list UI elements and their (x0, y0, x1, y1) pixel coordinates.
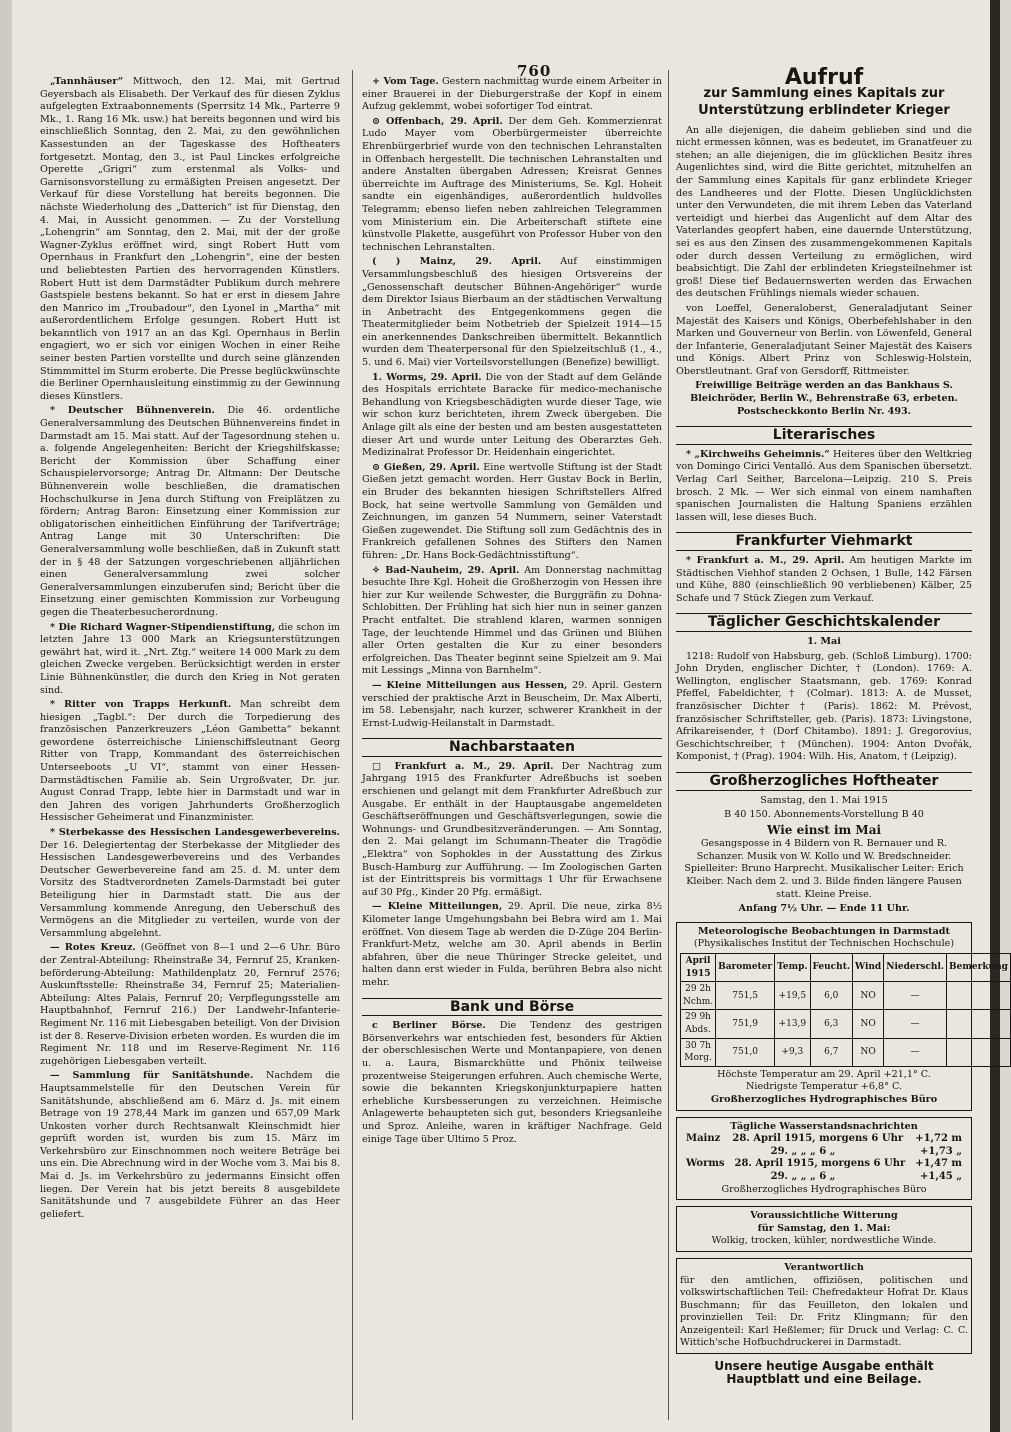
article: □ Frankfurt a. M., 29. April. Der Nachtrag zum Jahrgang 1915 des Frankfurter Adreßbuchs ist soeben erschienen und gelangt mit dem Frankfurter Adreßbuch zur Ausgabe. Er enthält in der Hauptausgabe angemeldeten Geschäftseröffnungen und Geschäftsverlegungen, sowie die Wohnungs- und Grundbesitzveränderungen. — Am Sonntag, den 2. Mai gelangt im Schumann-Theater die Tragödie „Elektra“ von Sophokles in der Ausstattung des Zirkus Busch-Hamburg zur Aufführung. — Im Zoologischen Garten ist der Eintrittspreis bis vormittags 1 Uhr für Erwachsene auf 30 Pfg., Kinder 20 Pfg. ermäßigt. (362, 760, 662, 898)
section-heading-bank: Bank und Börse (362, 998, 662, 1017)
article: * Deutscher Bühnenverein. Die 46. ordentliche Generalversammlung des Deutschen Bühnenvereins findet in Darmstadt am 15. Mai statt. Auf der Tagesordnung stehen u. a. folgende Angelegenheiten: Bericht der Kriegshilfskasse; Bericht der Kommission über Schaffung einer Schauspielervorsorge; Antrag Dr. Altmann: Der Deutsche Bühnenverein wolle beschließen, die dramatischen Hochschulkurse in Jena durch Stiftung von Freiplätzen zu fördern; Antrag Baron: Einsetzung einer Kommission zur obligatorischen einheitlichen Einführung der Tarifverträge; Antrag Lange mit 30 Unterschriften: Die Generalversammlung wolle beschließen, daß in Zukunft statt der in § 48 der Satzungen vorgeschriebenen alljährlichen einen Generalversammlung zwei solcher Generalversammlungen einzuberufen sind; Bericht über die Einsetzung einer gemischten Kommission zur Vorbeugung gegen die Theaterbesucherordnung. (40, 405, 340, 618)
table-header: April 1915 Barometer Temp. Feucht. Wind Niederschl. Bemerkung (681, 954, 1011, 982)
water-row: Mainz 28. April 1915, morgens 6 Uhr +1,72 m (686, 1133, 962, 1145)
page-edge-right (990, 0, 1000, 1432)
water-row: 29. „ „ „ 6 „ +1,45 „ (770, 1170, 962, 1182)
article: ( ) Mainz, 29. April. Auf einstimmigen Versammlungsbeschluß des hiesigen Ortsvereins der „Genossenschaft deutscher Bühnen-Angehöriger“ wurde dem Direktor Isiaus Bierbaum an der städtischen Verwaltung in Anbetracht des Entgegenkommens gegen die Theatermitglieder beim Notbetrieb der Spielzeit 1914—15 ein anerkennendes Dankschreiben übermittelt. Bekanntlich wurden dem Theaterpersonal für den Spielzeitschluß (1., 4., 5. und 6. Mai) vier Vorteilsvorstellungen (Benefize) bewilligt. (362, 256, 662, 369)
table-row: 29 2h Nchm. 751,5 +19,5 6,0 NO — (681, 982, 1011, 1010)
article: * „Kirchweihs Geheimnis.“ Heiteres über den Weltkrieg von Domingo Cirici Ventalló. Aus dem Spanischen übersetzt. Verlag Carl Seither, Barcelona—Leipzig. 210 S. Preis brosch. 2 Mk. — Wer sich einmal von einem namhaften spanischen Journalisten die Haltung Spaniens erzählen lassen will, lese dieses Buch. (676, 448, 972, 523)
water-row: 29. „ „ „ 6 „ +1,73 „ (770, 1145, 962, 1157)
article: — Rotes Kreuz. (Geöffnet von 8—1 und 2—6 Uhr. Büro der Zentral-Abteilung: Rheinstraße 34, Fernruf 25, Kranken-beförderung-Abteilung: Mathildenplatz 20, Fernruf 2576; Auskunftsstelle: Rheinstraße 34, Fernruf 25; Materialien-Abteilung: Altes Palais, Fernruf 20; Verpflegungsstelle am Hauptbahnhof, Fernruf 216.) Der Landwehr-Infanterie-Regiment Nr. 116 mit Liebesgaben beteiligt. Von der Division ist der 8. Reserve-Division erbeten worden. Es wurden die im Regiment Nr. 118 und im Reserve-Regiment Nr. 116 zugehörigen Liebesgaben verteilt. (40, 942, 340, 1067)
page-number: 760 (517, 62, 552, 80)
aufruf-bank: Freiwillige Beiträge werden an das Bankhaus S. Bleichröder, Berlin W., Behrenstraße 63, erbeten. Postscheckkonto Berlin Nr. 493. (690, 380, 958, 417)
column-1 (40, 76, 340, 1416)
aufruf-signers: von Loeffel, Generaloberst, Generaladjutant Seiner Majestät des Kaisers und Königs, Oberbefehlshaber in den Marken und Gouverneur von Berlin. von Löwenfeld, General der Infanterie, Generaladjutant Seiner Majestät des Kaisers und Königs. Albert Prinz von Schleswig-Holstein, Oberstleutnant. Graf von Gersdorff, Rittmeister. (676, 302, 972, 377)
theater-text: Gesangsposse in 4 Bildern von R. Bernauer und R. Schanzer. Musik von W. Kollo und W. Bredschneider. Spielleiter: Bruno Harprecht. Musikalischer Leiter: Erich Kleiber. Nach dem 2. und 3. Bilde finden längere Pausen statt. Kleine Preise. (684, 838, 964, 900)
forecast-box (676, 1206, 972, 1252)
column-rule-1 (352, 70, 353, 1420)
article: 1. Worms, 29. April. Die von der Stadt auf dem Gelände des Hospitals errichtete Baracke für medico-mechanische Behandlung von Kriegsbeschädigten wurde dieser Tage, wie wir schon kurz berichteten, ihrem Zweck übergeben. Die Anlage gilt als eine der besten und am besten ausgestatteten dieser Art und wurde unter Leitung des Oberarztes Geh. Medizinalrat Professor Dr. Heidenhain eingerichtet. (362, 371, 662, 459)
article: + Vom Tage. Gestern nachmittag wurde einem Arbeiter in einer Brauerei in der Dieburgerstraße der Kopf in einem Aufzug geklemmt, wobei sofortiger Tod eintrat. (362, 76, 662, 113)
section-heading-meteo: Meteorologische Beobachtungen in Darmstadt (698, 925, 950, 937)
aufruf-text: An alle diejenigen, die daheim geblieben sind und die nicht ermessen können, was es bedeutet, im Granatfeuer zu stehen; an alle diejenigen, die im glücklichen Besitz ihres Augenlichtes sind, wird die Bitte gerichtet, mitzuhelfen an der Sammlung eines Kapitals für ganz erblindete Krieger des Landheeres und der Flotte. Diesen Unglücklichsten unter den Verwundeten, die mit ihrem Leben das Vaterland verteidigt und hierbei das Augenlicht auf dem Altar des Vaterlandes geopfert haben, eine dauernde Unterstützung, sei es aus den Zinsen des zusammengekommenen Kapitals oder durch dessen Verteilung zu ermöglichen, wird beabsichtigt. Die Zahl der erblindeten Kriegsteilnehmer ist groß! Diese tief Bedauernswerten werden das Erwachen des deutschen Frühlings niemals wieder schauen. (676, 124, 972, 300)
article: — Sammlung für Sanitätshunde. Nachdem die Hauptsammelstelle für den Deutschen Verein für Sanitätshunde, abschließend am 6. März d. Js. mit einem Betrage von 19 278,44 Mark im ganzen und 657,09 Mark Unkosten vorher durch Rechtsanwalt Kleinschmidt hier geprüft worden ist, wurden bis zum 15. März im Verkehrsbüro zur Einschnommen noch weitere Beträge bei uns ein. Die Abrechnung wird in der Woche vom 3. Mai bis 8. Mai d. Js. im Verkehrsbüro zu jedermanns Einsicht offen liegen. Der Verein hat bis jetzt bereits 8 ausgebildete Sanitätshunde und 7 ausgebildete Führer an das Heer geliefert. (40, 1070, 340, 1220)
article: * Sterbekasse des Hessischen Landesgewerbevereins. Der 16. Delegiertentag der Sterbekasse der Mitglieder des Hessischen Landesgewerbevereins und des Verbandes Deutscher Gewerbevereine fand am 25. d. M. unter dem Vorsitz des Stadtverordneten Zamels-Darmstadt bei guter Beteiligung hier in Darmstadt statt. Die aus der Versammlung kommende Anregung, den Ueberschuß des Vermögens an die Mitglieder zu verteilen, wurde von der Versammlung abgelehnt. (40, 827, 340, 939)
kalender-date: 1. Mai (807, 635, 841, 647)
article: * Die Richard Wagner-Stipendienstiftung, die schon im letzten Jahre 13 000 Mark an Kriegsunterstützungen gewährt hat, wird it. „Nrt. Ztg.“ weitere 14 000 Mark zu dem gleichen Zwecke vergeben. Berücksichtigt werden in erster Linie Bühnenkünstler, die durch den Krieg in Not geraten sind. (40, 621, 340, 696)
table-row: 29 9h Abds. 751,9 +13,9 6,3 NO — (681, 1010, 1011, 1038)
water-row: Worms 28. April 1915, morgens 6 Uhr +1,47 m (686, 1158, 962, 1170)
forecast-subtitle: für Samstag, den 1. Mai: (757, 1222, 891, 1234)
column-3 (676, 65, 1008, 1416)
theater-abo: B 40 150. Abonnements-Vorstellung B 40 (724, 809, 924, 821)
imprint-box (676, 1258, 972, 1354)
column-rule-2 (668, 70, 669, 1420)
article: ⊙ Gießen, 29. April. Eine wertvolle Stiftung ist der Stadt Gießen jetzt gemacht worden. Herr Gustav Bock in Berlin, ein Bruder des bekannten hiesigen Schriftstellers Alfred Bock, hat seine wertvolle Sammlung von Gemälden und Zeichnungen, im ganzen 54 Nummern, seiner Vaterstadt Gießen zugewendet. Die Stiftung soll zum Gedächtnis des in Frankreich gefallenen Sohnes des Stifters den Namen führen: „Dr. Hans Bock-Gedächtnisstiftung“. (362, 461, 662, 561)
article: * Frankfurt a. M., 29. April. Am heutigen Markte im Städtischen Viehhof standen 2 Ochsen, 1 Bulle, 142 Färsen und Kühe, 880 (einschließlich 90 verbliebenen) Kälber, 25 Schafe und 7 Stück Ziegen zum Verkauf. (676, 555, 972, 604)
aufruf-subtitle: zur Sammlung eines Kapitals zur Unterstützung erblindeter Krieger (698, 85, 950, 118)
meteo-source: Großherzogliches Hydrographisches Büro (710, 1093, 938, 1105)
section-heading-viehmarkt: Frankfurter Viehmarkt (676, 532, 972, 551)
article: „Tannhäuser“ Mittwoch, den 12. Mai, mit Gertrud Geyersbach als Elisabeth. Der Verkauf des für diesen Zyklus aufgelegten Extraabonnements (Sperrsitz 14 Mk., Parterre 9 Mk., 1. Rang 16 Mk. usw.) hat bereits begonnen und wird bis einschließlich Sonntag, den 2. Mai, zu den gewöhnlichen Kassestunden an der Tageskasse des Hoftheaters fortgesetzt. Montag, den 3., ist Paul Linckes erfolgreiche Operette „Grigri“ zum erstenmal als Volks- und Garnisonsvorstellung zu ermäßigten Preisen angesetzt. Der Verkauf für diese Vorstellung hat bereits begonnen. Die nächste Wiederholung des „Datterich“ ist für Dienstag, den 4. Mai, in Aussicht genommen. — Zu der Vorstellung „Lohengrin“ am Sonntag, den 2. Mai, mit der der große Wagner-Zyklus eröffnet wird, singt Robert Hutt vom Opernhaus in Frankfurt den „Lohengrin“, eine der besten und beliebtesten Partien des hervorragenden Künstlers. Robert Hutt ist dem Darmstädter Publikum durch mehrere Gastspiele bestens bekannt. So hat er erst in diesem Jahre den Manrico im „Troubadour“, den Lyonel in „Martha“ mit außerordentlichem Erfolge gesungen. Robert Hutt ist bekanntlich von 1917 an an das Kgl. Opernhaus in Berlin engagiert, wo er sich vor einigen Wochen in einer Reihe seiner besten Partien vorstellte und durch seine glänzenden Stimmmittel im Sturm eroberte. Die Presse beglückwünschte die Berliner Opernhausleitung einstimmig zu der Gewinnung dieses Künstlers. (40, 76, 340, 402)
forecast-title: Voraussichtliche Witterung (750, 1210, 898, 1222)
footer-note: Unsere heutige Ausgabe enthält Hauptblatt und eine Beilage. (714, 1359, 934, 1386)
forecast-text: Wolkig, trocken, kühler, nordwestliche Winde. (711, 1235, 937, 1247)
article: — Kleine Mitteilungen, 29. April. Die neue, zirka 8½ Kilometer lange Umgehungsbahn bei Bebra wird am 1. Mai eröffnet. Von diesem Tage ab werden die D-Züge 204 Berlin-Frankfurt-Metz, welche am 30. April abends in Berlin abfahren, über die neue Thüringer Strecke geleitet, und halten dann erst wieder in Fulda, berühren Bebra also nicht mehr. (362, 901, 662, 988)
section-heading-nachbarstaaten: Nachbarstaaten (362, 738, 662, 757)
meteo-table (680, 953, 1011, 1067)
weather-box (676, 922, 1008, 1111)
article: ✧ Bad-Nauheim, 29. April. Am Donnerstag nachmittag besuchte Ihre Kgl. Hoheit die Großherzogin von Hessen ihre hier zur Kur weilende Schwester, die Burggräfin zu Dohna-Schlobitten. Der Frühling hat sich hier nun in seiner ganzen Pracht entfaltet. Die strahlend klaren, warmen sonnigen Tage, der leuchtende Himmel und das Grünen und Blühen aller Orten gestalten die Kur zu einer besonders erfolgreichen. Das Theater beginnt seine Spielzeit am 9. Mai mit Lessings „Minna von Barnhelm“. (362, 564, 662, 677)
theater-date: Samstag, den 1. Mai 1915 (760, 794, 888, 806)
water-box (676, 1117, 972, 1201)
table-row: 30 7h Morg. 751,0 +9,3 6,7 NO — (681, 1038, 1011, 1066)
aufruf-title: Aufruf (784, 65, 864, 90)
section-heading-kalender: Täglicher Geschichtskalender (676, 613, 972, 632)
imprint-text: für den amtlichen, offiziösen, politischen und volkswirtschaftlichen Teil: Chefredakteur Hofrat Dr. Klaus Buschmann; für das Feuilleton, den lokalen und provinziellen Teil: Dr. Fritz Klingmann; für den Anzeigenteil: Karl Heßlemer; für Druck und Verlag: C. C. Wittich'sche Hofbuchdruckerei in Darmstadt. (680, 1274, 968, 1349)
article: — Kleine Mitteilungen aus Hessen, 29. April. Gestern verschied der praktische Arzt in Beuscheim, Dr. Max Alberti, im 58. Lebensjahr, nach kurzer, schwerer Krankheit in der Ernst-Ludwig-Heilanstalt in Darmstadt. (362, 679, 662, 729)
theater-times: Anfang 7½ Uhr. — Ende 11 Uhr. (738, 903, 910, 915)
meteo-subtitle: (Physikalisches Institut der Technischen Hochschule) (693, 938, 955, 950)
kalender-text: 1218: Rudolf von Habsburg, geb. (Schloß Limburg). 1700: John Dryden, englischer Dichter, † (London). 1769: A. Wellington, englischer Staatsmann, geb. 1769: Konrad Pfeffel, Fabeldichter, † (Colmar). 1813: A. de Musset, französischer Dichter † (Paris). 1862: M. Prévost, französischer Schriftsteller, geb. (Paris). 1873: Livingstone, Afrikareisender, † (Dorf Chitambo). 1891: J. Gregorovius, Geschichtschreiber, † (München). 1904: Anton Dvořák, Komponist, † (Prag). 1904: Wilh. His, Anatom, † (Leipzig). (676, 650, 972, 763)
section-heading-wasserstand: Tägliche Wasserstandsnachrichten (730, 1120, 918, 1132)
article: c Berliner Börse. Die Tendenz des gestrigen Börsenverkehrs war entschieden fest, besonders für Aktien der oberschlesischen Werte und Montanpapiere, von denen u. a. Laura, Bismarckhütte und Phönix teilweise prozentweise Steigerungen erfuhren. Auch chemische Werte, sowie die bekannten Kriegskonjunkturpapiere hatten erhebliche Kursbesserungen zu verzeichnen. Heimische Anlagewerte behaupteten sich gut, besonders Kriegsanleihe und Sproz. Anleihe, waren in kräftiger Nachfrage. Geld einige Tage über Ultimo 5 Proz. (362, 1020, 663, 1145)
imprint-title: Verantwortlich (784, 1261, 864, 1273)
meteo-max: Höchste Temperatur am 29. April +21,1° C. (717, 1068, 931, 1080)
article: * Ritter von Trapps Herkunft. Man schreibt dem hiesigen „Tagbl.“: Der durch die Torpedierung des französischen Panzerkreuzers „Léon Gambetta“ bekannt gewordene österreichische Linienschiffsleutnant Georg Ritter von Trapp, Kommandant des österreichischen Unterseeboots „U VI“, stammt von einer Hessen-Darmstädtischen Familie ab. Sein Urgroßvater, Dr. jur. August Conrad Trapp, lebte hier in Darmstadt und war in den Jahren des vorigen Jahrhunderts Großherzoglich Hessischer Geheimerat und Finanzminister. (40, 699, 340, 824)
section-heading-literarisches: Literarisches (676, 426, 972, 445)
water-source: Großherzogliches Hydrographisches Büro (721, 1183, 927, 1195)
column-2 (362, 76, 662, 1416)
meteo-min: Niedrigste Temperatur +6,8° C. (746, 1081, 902, 1093)
article: ⊙ Offenbach, 29. April. Der dem Geh. Kommerzienrat Ludo Mayer vom Oberbürgermeister überreichte Ehrenbürgerbrief wurde von den technischen Lehranstalten in Offenbach hergestellt. Die technischen Lehranstalten und andere Anstalten übergaben Adressen; Kreisrat Gennes überreichte im Auftrage des Ministeriums, Se. Kgl. Hoheit sandte ein eigenhändiges, außerordentlich huldvolles Telegramm; ebenso liefen neben zahlreichen Telegrammen vom Ministerium ein. Die Arbeiterschaft stiftete eine künstvolle Plakette, ausgeführt von Professor Huber von den technischen Lehranstalten. (362, 115, 662, 253)
section-heading-hoftheater: Großherzogliches Hoftheater (676, 772, 972, 791)
theater-title: Wie einst im Mai (766, 822, 882, 837)
